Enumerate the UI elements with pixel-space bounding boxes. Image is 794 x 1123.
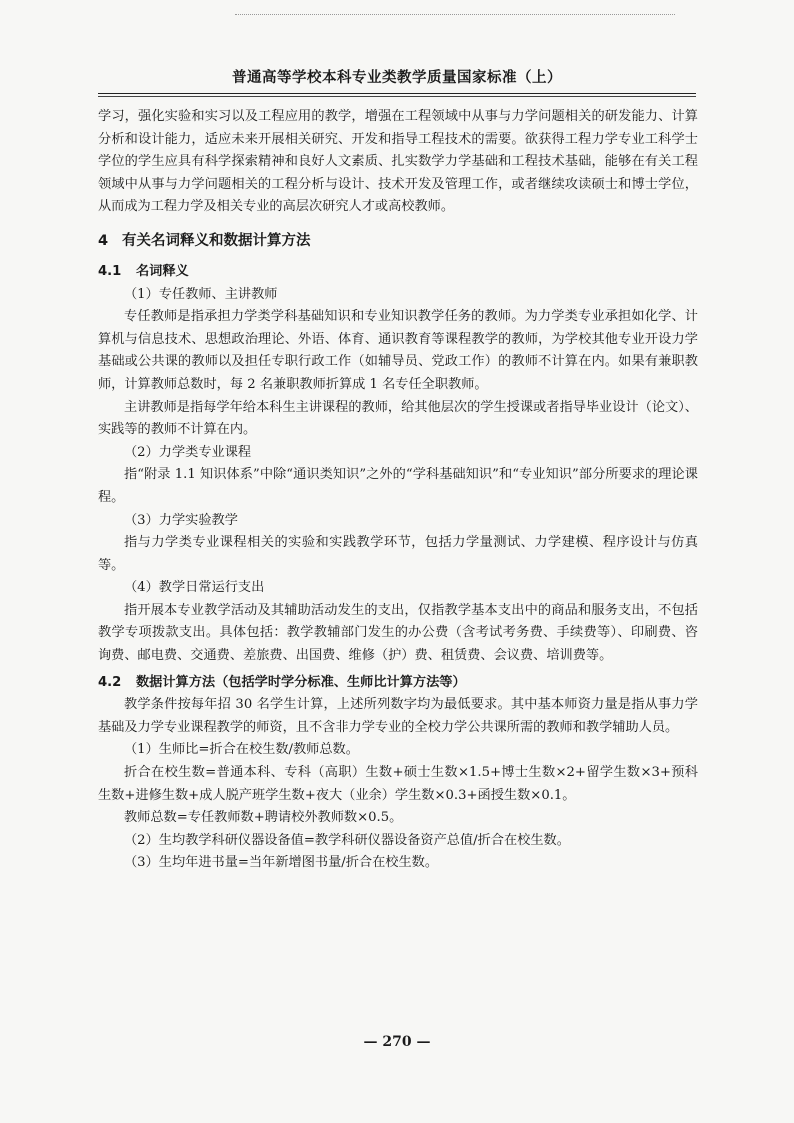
section-4-1-title: 名词释义 [136,263,189,279]
page-number: — 270 — [363,1034,431,1050]
item-1-heading: （1）专任教师、主讲教师 [124,286,278,302]
section-4-2-paragraph-1: 教学条件按每年招 30 名学生计算，上述所列数字均为最低要求。其中基本师资力量是指从事力学基础及力学专业课程教学的师资，且不含非力学专业的全校力学公共课所需的教师和教学辅助人员。 [98,697,698,735]
item-4-paragraph-1: 指开展本专业教学活动及其辅助活动发生的支出，仅指教学基本支出中的商品和服务支出，不包括教学专项拨款支出。具体包括：教学教辅部门发生的办公费（含考试考务费、手续费等）、印刷费、咨询费、邮电费、交通费、差旅费、出国费、维修（护）费、租赁费、会议费、培训费等。 [98,602,698,664]
item-2-heading: （2）力学类专业课程 [124,444,252,460]
section-4-number: 4 [98,232,109,249]
section-4-1-number: 4.1 [98,263,122,279]
item-3-heading: （3）力学实验教学 [124,512,238,528]
item-1-paragraph-1: 专任教师是指承担力学类学科基础知识和专业知识教学任务的教师。为力学类专业承担如化学、计算机与信息技术、思想政治理论、外语、体育、通识教育等课程教学的教师，为学校其他专业开设力学基础或公共课的教师以及担任专职行政工作（如辅导员、党政工作）的教师不计算在内。如果有兼职教师，计算教师总数时，每 2 名兼职教师折算成 1 名专任全职教师。 [98,309,698,392]
section-4-1-heading [98,261,698,284]
item-3-paragraph-1: 指与力学类专业课程相关的实验和实践教学环节，包括力学量测试、力学建模、程序设计与仿真等。 [98,535,698,573]
formula-total-teachers: 教师总数=专任教师数+聘请校外教师数×0.5。 [124,810,403,826]
section-4-heading [98,229,698,253]
item-2-paragraph-1: 指“附录 1.1 知识体系”中除“通识类知识”之外的“学科基础知识”和“专业知识”部分所要求的理论课程。 [98,467,698,505]
formula-equipment-per-student: （2）生均教学科研仪器设备值=教学科研仪器设备资产总值/折合在校生数。 [124,832,570,848]
header-rule-thin [98,96,696,97]
formula-student-teacher-ratio: （1）生师比=折合在校生数/教师总数。 [124,742,359,758]
section-4-2-title: 数据计算方法（包括学时学分标准、生师比计算方法等） [136,674,466,690]
section-4-title: 有关名词释义和数据计算方法 [122,232,311,249]
formula-equivalent-students: 折合在校生数=普通本科、专科（高职）生数+硕士生数×1.5+博士生数×2+留学生数×3+预科生数+进修生数+成人脱产班学生数+夜大（业余）学生数×0.3+函授生数×0.1。 [98,765,698,803]
page-content [98,106,698,875]
header-rule [98,93,696,94]
running-header: 普通高等学校本科专业类教学质量国家标准（上） [232,70,562,86]
top-edge-dots [235,14,675,15]
item-1-paragraph-2: 主讲教师是指每学年给本科生主讲课程的教师，给其他层次的学生授课或者指导毕业设计（论文）、实践等的教师不计算在内。 [98,399,698,438]
section-4-2-heading [98,672,698,695]
formula-books-per-student: （3）生均年进书量=当年新增图书量/折合在校生数。 [124,855,439,871]
item-4-heading: （4）教学日常运行支出 [124,580,265,596]
section-4-2-number: 4.2 [98,674,122,690]
intro-paragraph: 学习，强化实验和实习以及工程应用的教学，增强在工程领域中从事与力学问题相关的研发能力、计算分析和设计能力，适应未来开展相关研究、开发和指导工程技术的需要。欲获得工程力学专业工科学士学位的学生应具有科学探索精神和良好人文素质、扎实数学力学基础和工程技术基础，能够在有关工程领域中从事与力学问题相关的工程分析与设计、技术开发及管理工作，或者继续攻读硕士和博士学位，从而成为工程力学及相关专业的高层次研究人才或高校教师。 [98,109,698,215]
